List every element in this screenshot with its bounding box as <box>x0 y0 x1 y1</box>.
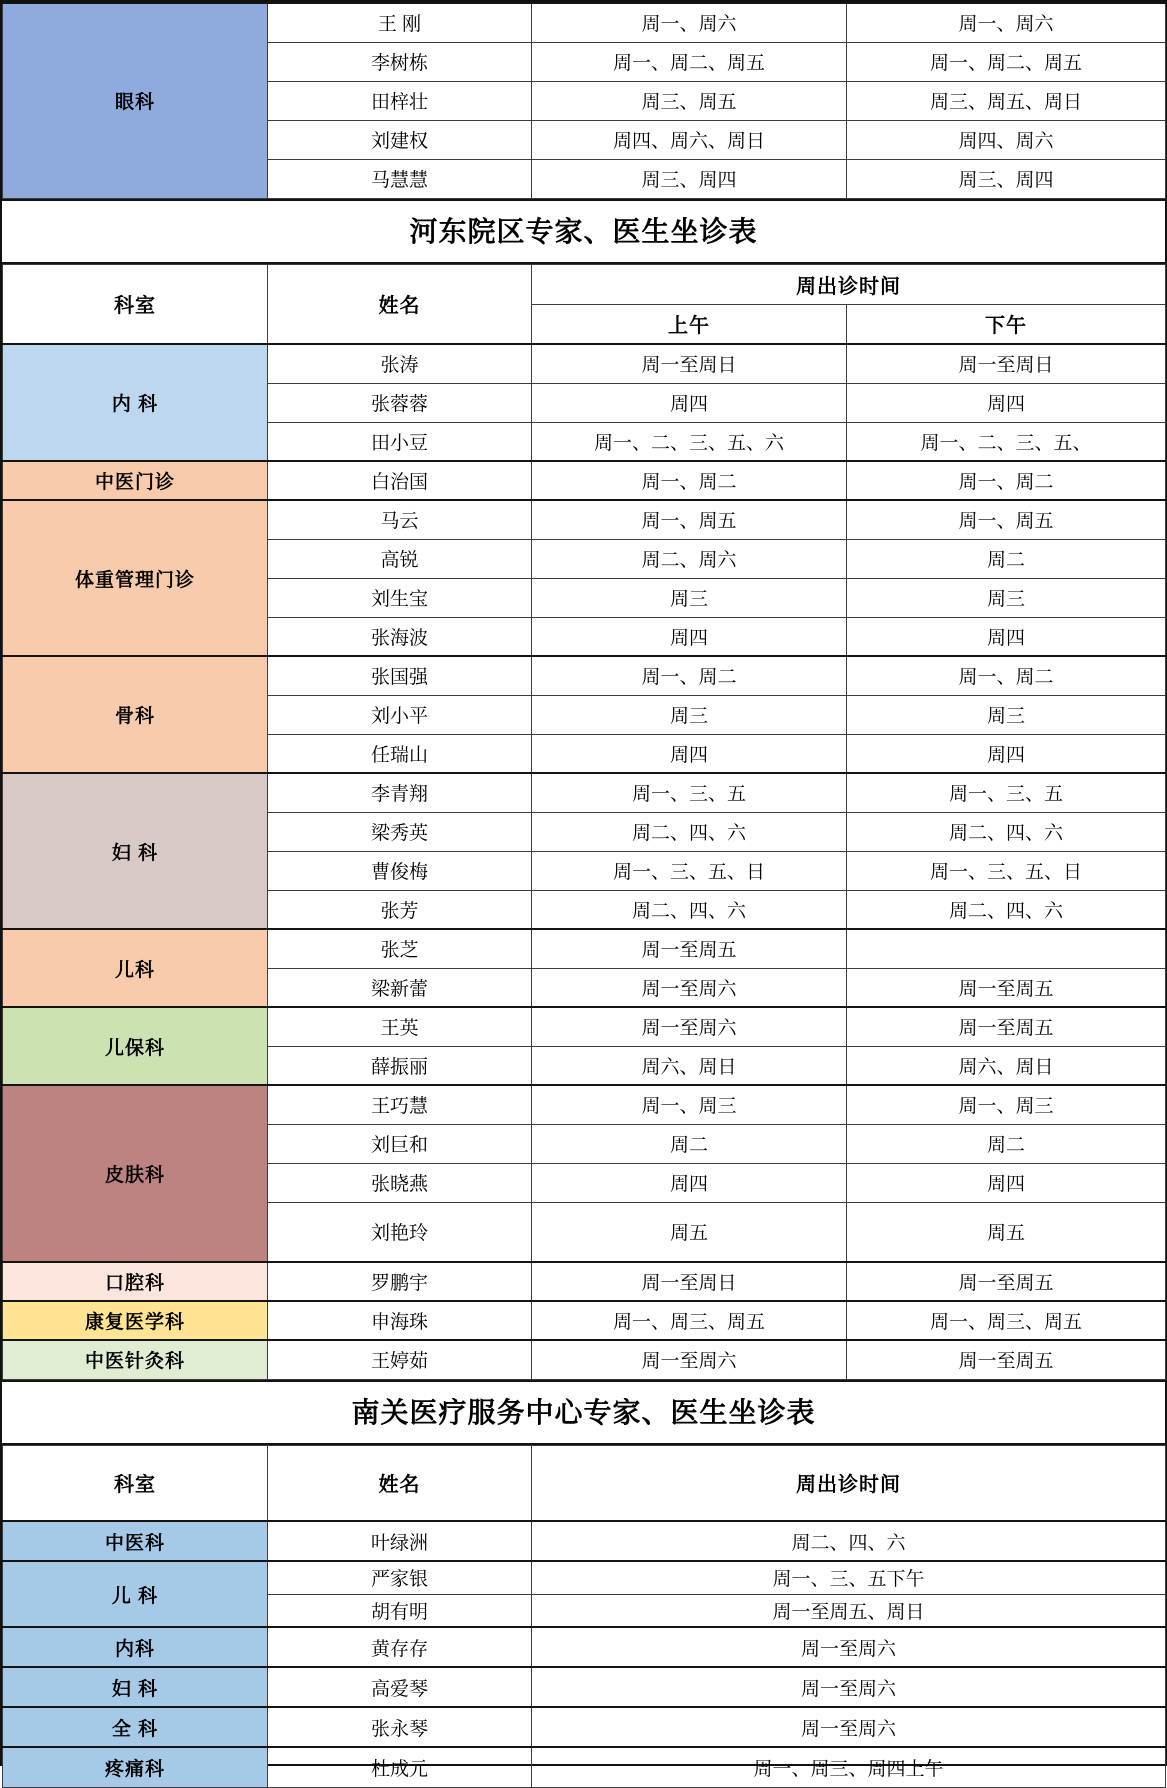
schedule-cell: 周一至周六 <box>532 1707 1166 1747</box>
department-cell: 妇 科 <box>3 773 268 929</box>
schedule-row <box>3 1340 1166 1379</box>
am-schedule-cell: 周二、四、六 <box>532 812 847 851</box>
nanguan-header-dept: 科室 <box>3 1445 268 1521</box>
doctor-name-cell: 李青翔 <box>268 773 532 812</box>
am-schedule-cell: 周一至周日 <box>532 344 847 383</box>
doctor-name-cell: 白治国 <box>268 461 532 500</box>
doctor-name-cell: 张芳 <box>268 890 532 929</box>
schedule-row <box>3 344 1166 383</box>
department-cell: 口腔科 <box>3 1262 268 1301</box>
doctor-name-cell: 梁新蕾 <box>268 968 532 1007</box>
am-schedule-cell: 周一、周二 <box>532 656 847 695</box>
eye-dept-schedule-table <box>2 2 1166 199</box>
am-schedule-cell: 周三 <box>532 695 847 734</box>
hedong-header-name: 姓名 <box>268 264 532 344</box>
pm-schedule-cell: 周一、二、三、五、 <box>847 422 1166 461</box>
pm-schedule-cell: 周二、四、六 <box>847 812 1166 851</box>
am-schedule-cell: 周一、周二 <box>532 461 847 500</box>
department-cell: 骨科 <box>3 656 268 773</box>
am-schedule-cell: 周四 <box>532 617 847 656</box>
pm-schedule-cell: 周一、周二、周五 <box>847 42 1166 81</box>
department-cell: 中医门诊 <box>3 461 268 500</box>
department-cell: 皮肤科 <box>3 1085 268 1262</box>
pm-schedule-cell: 周一、周二 <box>847 461 1166 500</box>
am-schedule-cell: 周一、二、三、五、六 <box>532 422 847 461</box>
doctor-name-cell: 王婷茹 <box>268 1340 532 1379</box>
nanguan-schedule-table <box>2 1445 1166 1788</box>
department-cell: 妇 科 <box>3 1667 268 1707</box>
am-schedule-cell: 周六、周日 <box>532 1046 847 1085</box>
doctor-name-cell: 张海波 <box>268 617 532 656</box>
schedule-row <box>3 1561 1166 1594</box>
department-cell: 内科 <box>3 1627 268 1667</box>
schedule-row <box>3 1262 1166 1301</box>
doctor-name-cell: 马云 <box>268 500 532 539</box>
schedule-row <box>3 1301 1166 1340</box>
schedule-cell: 周一、周三、周四上午 <box>532 1747 1166 1787</box>
doctor-name-cell: 张国强 <box>268 656 532 695</box>
doctor-name-cell: 梁秀英 <box>268 812 532 851</box>
doctor-name-cell: 李树栋 <box>268 42 532 81</box>
am-schedule-cell: 周三、周四 <box>532 159 847 198</box>
schedule-row <box>3 461 1166 500</box>
pm-schedule-cell: 周四 <box>847 383 1166 422</box>
pm-schedule-cell: 周四 <box>847 1163 1166 1202</box>
nanguan-header-name: 姓名 <box>268 1445 532 1521</box>
pm-schedule-cell: 周三、周五、周日 <box>847 81 1166 120</box>
department-cell: 康复医学科 <box>3 1301 268 1340</box>
pm-schedule-cell: 周一至周五 <box>847 1262 1166 1301</box>
am-schedule-cell: 周二、周六 <box>532 539 847 578</box>
doctor-name-cell: 任瑞山 <box>268 734 532 773</box>
nanguan-header-time: 周出诊时间 <box>532 1445 1166 1521</box>
am-schedule-cell: 周一至周六 <box>532 1007 847 1046</box>
pm-schedule-cell: 周一至周五 <box>847 1007 1166 1046</box>
pm-schedule-cell: 周三、周四 <box>847 159 1166 198</box>
pm-schedule-cell: 周一至周五 <box>847 968 1166 1007</box>
doctor-name-cell: 胡有明 <box>268 1594 532 1627</box>
doctor-name-cell: 薛振丽 <box>268 1046 532 1085</box>
schedule-row <box>3 1747 1166 1787</box>
hedong-header-dept: 科室 <box>3 264 268 344</box>
am-schedule-cell: 周四、周六、周日 <box>532 120 847 159</box>
am-schedule-cell: 周二、四、六 <box>532 890 847 929</box>
doctor-name-cell: 马慧慧 <box>268 159 532 198</box>
schedule-cell: 周一至周六 <box>532 1627 1166 1667</box>
department-cell: 眼科 <box>3 3 268 198</box>
am-schedule-cell: 周五 <box>532 1202 847 1262</box>
am-schedule-cell: 周四 <box>532 383 847 422</box>
pm-schedule-cell: 周三 <box>847 578 1166 617</box>
doctor-name-cell: 张涛 <box>268 344 532 383</box>
am-schedule-cell: 周一、三、五 <box>532 773 847 812</box>
hedong-header-pm: 下午 <box>847 304 1166 344</box>
pm-schedule-cell: 周四、周六 <box>847 120 1166 159</box>
pm-schedule-cell: 周三 <box>847 695 1166 734</box>
am-schedule-cell: 周一、周五 <box>532 500 847 539</box>
am-schedule-cell: 周一、周六 <box>532 3 847 42</box>
doctor-name-cell: 杜成元 <box>268 1747 532 1787</box>
hedong-header-am: 上午 <box>532 304 847 344</box>
schedule-cell: 周一至周五、周日 <box>532 1594 1166 1627</box>
pm-schedule-cell: 周二 <box>847 1124 1166 1163</box>
am-schedule-cell: 周二 <box>532 1124 847 1163</box>
department-cell: 内 科 <box>3 344 268 461</box>
pm-schedule-cell: 周一、周三、周五 <box>847 1301 1166 1340</box>
pm-schedule-cell: 周二、四、六 <box>847 890 1166 929</box>
pm-schedule-cell: 周一、三、五 <box>847 773 1166 812</box>
doctor-name-cell: 黄存存 <box>268 1627 532 1667</box>
doctor-name-cell: 王英 <box>268 1007 532 1046</box>
doctor-name-cell: 刘小平 <box>268 695 532 734</box>
doctor-name-cell: 王巧慧 <box>268 1085 532 1124</box>
department-cell: 儿 科 <box>3 1561 268 1627</box>
schedule-row <box>3 1627 1166 1667</box>
schedule-row <box>3 1707 1166 1747</box>
schedule-row <box>3 773 1166 812</box>
am-schedule-cell: 周四 <box>532 734 847 773</box>
doctor-name-cell: 罗鹏宇 <box>268 1262 532 1301</box>
doctor-name-cell: 刘艳玲 <box>268 1202 532 1262</box>
pm-schedule-cell: 周一、三、五、日 <box>847 851 1166 890</box>
doctor-name-cell: 高爱琴 <box>268 1667 532 1707</box>
doctor-name-cell: 申海珠 <box>268 1301 532 1340</box>
schedule-row <box>3 1521 1166 1561</box>
doctor-name-cell: 刘建权 <box>268 120 532 159</box>
am-schedule-cell: 周一、周三 <box>532 1085 847 1124</box>
hedong-header-time: 周出诊时间 <box>532 264 1166 304</box>
schedule-row <box>3 1085 1166 1124</box>
am-schedule-cell: 周一至周日 <box>532 1262 847 1301</box>
am-schedule-cell: 周一至周六 <box>532 968 847 1007</box>
schedule-row <box>3 656 1166 695</box>
am-schedule-cell: 周一至周六 <box>532 1340 847 1379</box>
department-cell: 体重管理门诊 <box>3 500 268 656</box>
hedong-table-title: 河东院区专家、医生坐诊表 <box>2 199 1165 264</box>
am-schedule-cell: 周三、周五 <box>532 81 847 120</box>
department-cell: 全 科 <box>3 1707 268 1747</box>
pm-schedule-cell: 周一、周二 <box>847 656 1166 695</box>
schedule-cell: 周一至周六 <box>532 1667 1166 1707</box>
doctor-name-cell: 张永琴 <box>268 1707 532 1747</box>
doctor-name-cell: 刘巨和 <box>268 1124 532 1163</box>
pm-schedule-cell: 周六、周日 <box>847 1046 1166 1085</box>
doctor-name-cell: 高锐 <box>268 539 532 578</box>
doctor-name-cell: 张晓燕 <box>268 1163 532 1202</box>
pm-schedule-cell: 周五 <box>847 1202 1166 1262</box>
doctor-name-cell: 田小豆 <box>268 422 532 461</box>
am-schedule-cell: 周一至周五 <box>532 929 847 968</box>
am-schedule-cell: 周三 <box>532 578 847 617</box>
doctor-name-cell: 张蓉蓉 <box>268 383 532 422</box>
doctor-name-cell: 田梓壮 <box>268 81 532 120</box>
nanguan-table-title: 南关医疗服务中心专家、医生坐诊表 <box>2 1380 1165 1445</box>
department-cell: 中医针灸科 <box>3 1340 268 1379</box>
am-schedule-cell: 周一、周二、周五 <box>532 42 847 81</box>
doctor-name-cell: 曹俊梅 <box>268 851 532 890</box>
pm-schedule-cell: 周一、周六 <box>847 3 1166 42</box>
pm-schedule-cell <box>847 929 1166 968</box>
doctor-name-cell: 张芝 <box>268 929 532 968</box>
schedule-cell: 周一、三、五下午 <box>532 1561 1166 1594</box>
hedong-header-row-1 <box>3 264 1166 304</box>
doctor-name-cell: 严家银 <box>268 1561 532 1594</box>
pm-schedule-cell: 周一、周三 <box>847 1085 1166 1124</box>
schedule-cell: 周二、四、六 <box>532 1521 1166 1561</box>
am-schedule-cell: 周一、周三、周五 <box>532 1301 847 1340</box>
am-schedule-cell: 周一、三、五、日 <box>532 851 847 890</box>
schedule-row <box>3 3 1166 42</box>
pm-schedule-cell: 周四 <box>847 617 1166 656</box>
pm-schedule-cell: 周一至周日 <box>847 344 1166 383</box>
doctor-name-cell: 叶绿洲 <box>268 1521 532 1561</box>
department-cell: 儿保科 <box>3 1007 268 1085</box>
hedong-schedule-table <box>2 264 1166 1380</box>
schedule-row <box>3 500 1166 539</box>
pm-schedule-cell: 周四 <box>847 734 1166 773</box>
pm-schedule-cell: 周一、周五 <box>847 500 1166 539</box>
am-schedule-cell: 周四 <box>532 1163 847 1202</box>
doctor-name-cell: 刘生宝 <box>268 578 532 617</box>
department-cell: 疼痛科 <box>3 1747 268 1787</box>
schedule-row <box>3 929 1166 968</box>
department-cell: 中医科 <box>3 1521 268 1561</box>
pm-schedule-cell: 周一至周五 <box>847 1340 1166 1379</box>
pm-schedule-cell: 周二 <box>847 539 1166 578</box>
nanguan-header-row <box>3 1445 1166 1521</box>
schedule-row <box>3 1667 1166 1707</box>
doctor-name-cell: 王 刚 <box>268 3 532 42</box>
schedule-row <box>3 1007 1166 1046</box>
department-cell: 儿科 <box>3 929 268 1007</box>
